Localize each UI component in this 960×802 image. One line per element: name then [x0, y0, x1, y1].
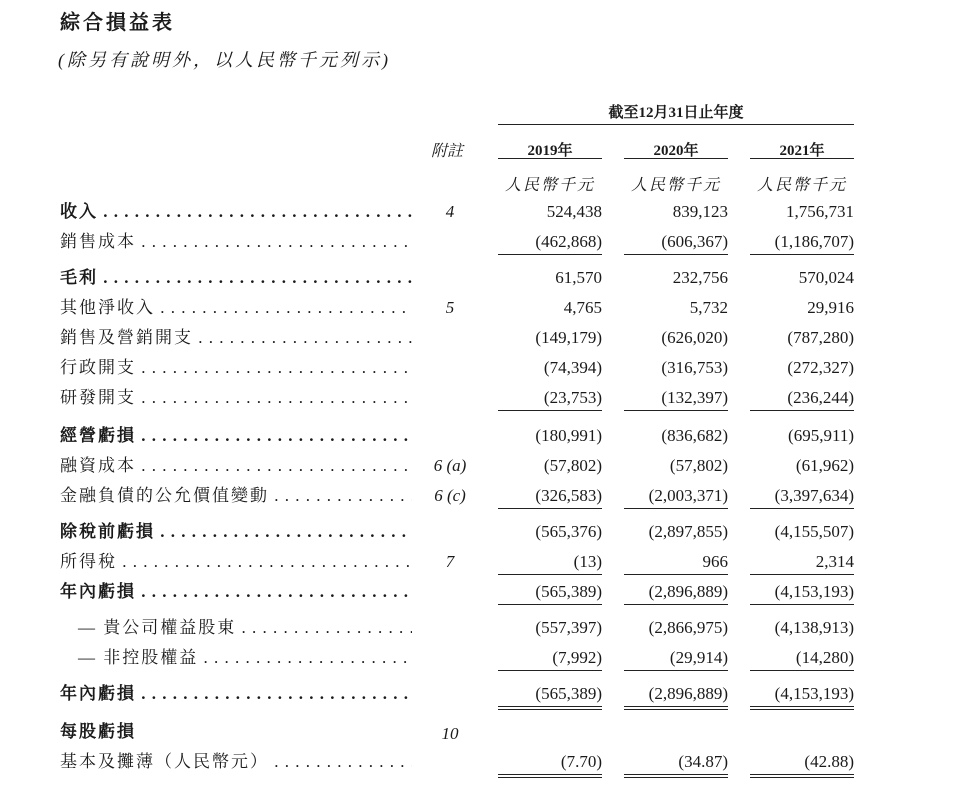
- row-value: (7.70): [498, 750, 602, 778]
- table-row: [0, 296, 960, 320]
- row-value: (2,003,371): [624, 484, 728, 509]
- row-label: 年內虧損 . . .: [60, 682, 412, 706]
- row-value: 4,765: [563, 298, 602, 317]
- row-value: (34.87): [624, 750, 728, 778]
- row-value: (316,753): [661, 358, 728, 377]
- row-value: (7,992): [498, 646, 602, 671]
- row-value: 2,314: [750, 550, 854, 575]
- row-note: 10: [441, 724, 459, 743]
- row-value: (565,376): [535, 522, 602, 541]
- row-note: 7: [445, 552, 455, 571]
- row-value: 5,732: [689, 298, 728, 317]
- row-value: (3,397,634): [750, 484, 854, 509]
- row-value: (1,186,707): [750, 230, 854, 255]
- year-heading: 2019年: [527, 143, 573, 159]
- row-label: 每股虧損: [60, 722, 136, 741]
- row-value: 966: [624, 550, 728, 575]
- row-value: (606,367): [624, 230, 728, 255]
- row-label: 所得稅 . . .: [60, 550, 412, 574]
- row-value: 61,570: [555, 268, 602, 287]
- row-value: (626,020): [661, 328, 728, 347]
- row-value: (13): [498, 550, 602, 575]
- year-rule: [498, 158, 602, 159]
- row-label: 毛利 . . .: [60, 266, 412, 290]
- table-row: [0, 326, 960, 350]
- table-row: [0, 386, 960, 410]
- row-value: (29,914): [624, 646, 728, 671]
- row-value: (180,991): [535, 426, 602, 445]
- row-value: 232,756: [672, 268, 728, 287]
- row-value: 839,123: [672, 202, 728, 221]
- row-value: (695,911): [788, 426, 854, 445]
- row-value: (462,868): [498, 230, 602, 255]
- row-value: (23,753): [498, 386, 602, 411]
- table-row: [0, 520, 960, 544]
- table-row: [0, 356, 960, 380]
- table-row: [0, 484, 960, 508]
- row-value: (149,179): [535, 328, 602, 347]
- row-value: (132,397): [624, 386, 728, 411]
- unit-label: 人民幣千元: [504, 177, 595, 194]
- row-label: 其他淨收入 . . .: [60, 296, 412, 320]
- row-label: 基本及攤薄（人民幣元） . . .: [60, 750, 412, 774]
- row-label: — 貴公司權益股東 . . .: [60, 616, 412, 640]
- row-value: (236,244): [750, 386, 854, 411]
- unit-label: 人民幣千元: [756, 177, 847, 194]
- row-value: (61,962): [795, 456, 854, 475]
- row-value: (836,682): [661, 426, 728, 445]
- row-value: (557,397): [535, 618, 602, 637]
- row-label: 金融負債的公允價值變動 . . .: [60, 484, 412, 508]
- row-value: (57,802): [543, 456, 602, 475]
- row-value: (74,394): [543, 358, 602, 377]
- statement-title: 綜合損益表: [60, 12, 175, 34]
- row-label: 行政開支 . . .: [60, 356, 412, 380]
- row-value: 570,024: [798, 268, 854, 287]
- row-note: 5: [445, 298, 455, 317]
- table-row: [0, 750, 960, 774]
- row-value: (787,280): [787, 328, 854, 347]
- row-label: 銷售成本 . . .: [60, 230, 412, 254]
- row-value: 1,756,731: [786, 202, 854, 221]
- row-value: (4,153,193): [750, 580, 854, 605]
- table-row: [0, 720, 960, 744]
- table-row: [0, 646, 960, 670]
- table-row: [0, 424, 960, 448]
- row-value: (2,896,889): [624, 682, 728, 710]
- row-label: 收入 . . .: [60, 200, 412, 224]
- row-value: (2,896,889): [624, 580, 728, 605]
- note-column-heading: 附註: [431, 143, 464, 160]
- table-row: [0, 616, 960, 640]
- row-value: (4,138,913): [774, 618, 854, 637]
- table-row: [0, 580, 960, 604]
- row-value: (42.88): [750, 750, 854, 778]
- row-value: 524,438: [546, 202, 602, 221]
- row-label: 銷售及營銷開支 . . .: [60, 326, 412, 350]
- row-value: (272,327): [787, 358, 854, 377]
- row-value: 29,916: [807, 298, 854, 317]
- unit-label: 人民幣千元: [630, 177, 721, 194]
- row-note: 4: [445, 202, 455, 221]
- row-value: (2,897,855): [648, 522, 728, 541]
- row-label: 年內虧損 . . .: [60, 580, 412, 604]
- table-row: [0, 266, 960, 290]
- table-row: [0, 454, 960, 478]
- row-value: (4,155,507): [774, 522, 854, 541]
- row-label: 除稅前虧損 . . .: [60, 520, 412, 544]
- row-value: (4,153,193): [750, 682, 854, 710]
- row-value: (565,389): [498, 682, 602, 710]
- row-label: 研發開支 . . .: [60, 386, 412, 410]
- period-rule: [498, 124, 854, 125]
- row-value: (14,280): [750, 646, 854, 671]
- year-heading: 2021年: [779, 143, 825, 159]
- row-note: 6 (a): [433, 456, 467, 475]
- table-row: [0, 200, 960, 224]
- year-rule: [750, 158, 854, 159]
- row-note: 6 (c): [434, 486, 466, 505]
- row-label: — 非控股權益 . . .: [60, 646, 412, 670]
- year-rule: [624, 158, 728, 159]
- year-heading: 2020年: [653, 143, 699, 159]
- row-value: (326,583): [498, 484, 602, 509]
- row-label: 經營虧損 . . .: [60, 424, 412, 448]
- table-row: [0, 682, 960, 706]
- period-heading: 截至12月31日止年度: [608, 105, 744, 121]
- row-value: (57,802): [669, 456, 728, 475]
- row-value: (565,389): [498, 580, 602, 605]
- table-row: [0, 550, 960, 574]
- statement-subtitle: (除另有說明外，以人民幣千元列示): [58, 50, 391, 70]
- row-value: (2,866,975): [648, 618, 728, 637]
- row-label: 融資成本 . . .: [60, 454, 412, 478]
- table-row: [0, 230, 960, 254]
